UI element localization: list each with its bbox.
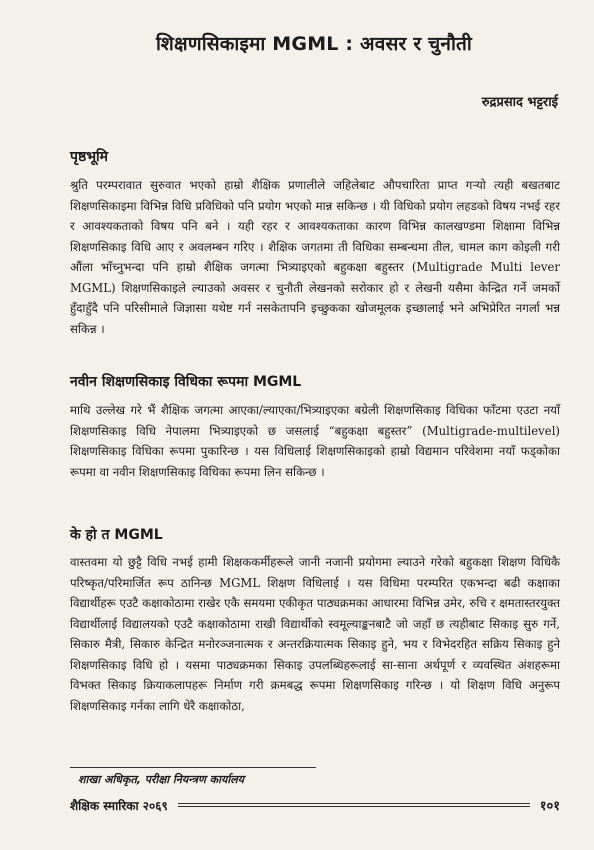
section-paragraph-what-is-mgml: वास्तवमा यो छुट्टै विधि नभई हामी शिक्षककर्मीहरूले जानी नजानी प्रयोगमा ल्याउने गरेको बहुकक्षा शिक्षण विधिकै परिष्कृत/परिमार्जित रूप ठानिन्छ MGML शिक्षण विधिलाई । यस विधिमा परम्परित एकभन्दा बढी कक्षाका विद्यार्थीहरू एउटै कक्षाकोठामा राखेर एकै समयमा एकीकृत पाठ्यक्रमका आधारमा विभिन्न उमेर, रुचि र क्षमतास्तरयुक्त विद्यार्थीलाई विद्यालयको एउटै कक्षाकोठामा राखी विद्यार्थीको स्वमूल्याङ्कनबाटै जो जहाँ छ त्यहीबाट सिकाइ सुरु गर्ने, सिकारु मैत्री, सिकारु केन्द्रित मनोरञ्जनात्मक र अन्तरक्रियात्मक सिकाइ हुने, भय र विभेदरहित सक्रिय सिकाइ हुने शिक्षणसिकाइ विधि हो । यसमा पाठ्यक्रमका सिकाइ उपलब्धिहरूलाई सा-साना अर्थपूर्ण र व्यवस्थित अंशहरूमा विभक्त सिकाइ क्रियाकलापहरू निर्माण गरी क्रमबद्ध रूपमा शिक्षणसिकाइ गरिन्छ । यो शिक्षण विधि अनुरूप शिक्षणसिकाइ गर्नका लागि धेरै कक्षाकोठा,	[70, 555, 560, 713]
page-footer	[70, 794, 560, 816]
section-paragraph-new-method: माथि उल्लेख गरे भैं शैक्षिक जगत्मा आएका/ल्याएका/भित्र्याइएका बग्रेली शिक्षणसिकाइ विधिका फाँटमा एउटा नयाँ शिक्षणसिकाइ विधि नेपालमा भित्र्याइएको छ जसलाई “बहुकक्षा बहुस्तर” (Multigrade-multilevel) शिक्षणसिकाइ विधिका रूपमा पुकारिन्छ । यस विधिलाई शिक्षणसिकाइको हाम्रो विद्यमान परिवेशमा नयाँ फड्कोका रूपमा वा नवीन शिक्षणसिकाइ विधिका रूपमा लिन सकिन्छ ।	[70, 403, 560, 479]
footnote-divider	[70, 767, 316, 768]
article-title: शिक्षणसिकाइमा MGML : अवसर र चुनौती	[155, 33, 473, 55]
section-heading-background: पृष्ठभूमि	[70, 149, 109, 165]
page-number: १०१	[539, 799, 560, 814]
author-affiliation-footnote: शाखा अधिकृत, परीक्षा नियन्त्रण कार्यालय	[78, 773, 245, 786]
section-heading-new-method: नवीन शिक्षणसिकाइ विधिका रूपमा MGML	[70, 374, 302, 390]
journal-name: शैक्षिक स्मारिका २०६९	[70, 798, 168, 813]
author-name: रुद्रप्रसाद भट्टराई	[481, 95, 558, 110]
paragraph-text: श्रुति परम्परावात सुरुवात भएको हाम्रो शैक्षिक प्रणालीले जहिलेबाट औपचारिता प्राप्त गर्‍यो त्यही बखतबाट शिक्षणसिकाइमा विभिन्न विधि प्रविधिको पनि प्रयोग भएको मान्न सकिन्छ । यी विधिको प्रयोग लहडको विषय नभई रहर र आवश्यकताको विषय पनि बने । यही रहर र आवश्यकताका कारण विभिन्न कालखण्डमा शिक्षामा विभिन्न शिक्षणसिकाइ विधि आए र अवलम्बन गरिए । शैक्षिक जगतमा ती विधिका सम्बन्धमा तील, चामल काग कोइली गरी औंला भाँच्नुभन्दा पनि हाम्रो शैक्षिक जगत्मा भित्र्याइएको बहुकक्षा बहुस्तर (Multigrade Multi lever MGML) शिक्षणसिकाइले ल्याउको अवसर र चुनौती लेखनको सरोकार हो र लेखनी यसैमा केन्द्रित गर्ने जमर्को हुँदाहुँदै पनि परिसीमाले जिज्ञासा यथेष्ट गर्न नसकेतापनि इच्छुकका खोजमूलक इच्छालाई भने अभिप्रेरित नगर्ला भन्न सकिन्न ।	[70, 178, 560, 336]
section-paragraph-background	[70, 155, 560, 339]
section-heading-what-is-mgml: के हो त MGML	[70, 527, 163, 543]
footer-double-rule	[178, 803, 530, 807]
